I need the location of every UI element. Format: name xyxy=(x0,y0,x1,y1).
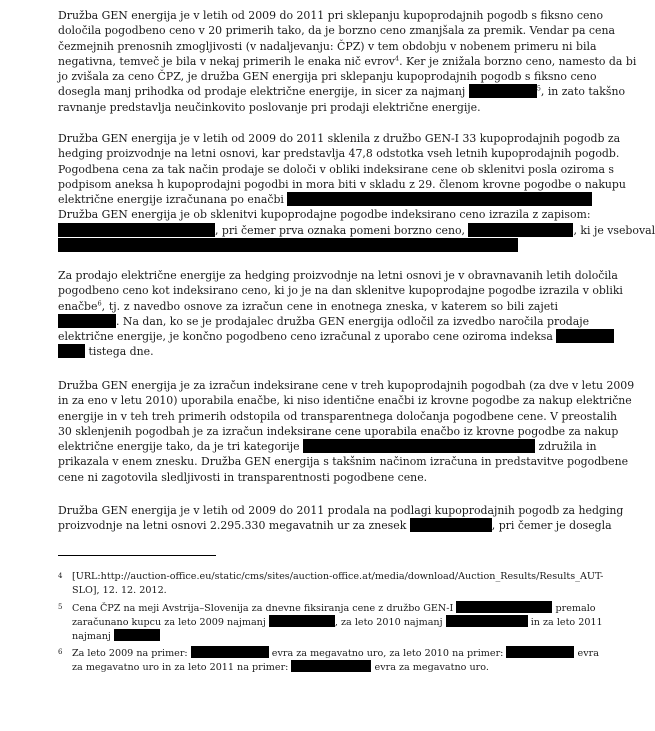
text-line xyxy=(58,344,558,359)
text-line: Družba GEN energija je ob sklenitvi kupoprodajne pogodbe indeksirano ceno izrazila z zapisom: xyxy=(58,208,591,222)
redaction-block xyxy=(556,329,614,343)
text-segment: električne energije izračunana po enačbi xyxy=(58,193,284,207)
text-segment: električne energije, je končno pogodbeno ceno izračunal z uporabo cene oziroma indeksa xyxy=(58,330,553,344)
text-line: cene ni zagotovila sledljivosti in transparentnosti pogodbene cene. xyxy=(58,470,428,484)
text-line: Družba GEN energija je za izračun indeksirane cene v treh kupoprodajnih pogodbah (za dve v letu 2009 xyxy=(58,379,635,392)
text-segment: električne energije tako, da je tri kategorije xyxy=(58,440,300,454)
redaction-block xyxy=(469,84,537,98)
text-line: prikazala v enem znesku. Družba GEN energija s takšnim načinom izračuna in predstavitve pogodbene xyxy=(58,455,629,469)
text-line: določila pogodbeno ceno v 20 primerih tako, da je borzno ceno zmanjšala za premik. Vendar pa cena xyxy=(58,24,615,38)
redaction-block xyxy=(58,314,116,328)
text-line: ravnanje predstavlja neučinkovito poslovanje pri prodaji električne energije. xyxy=(58,100,481,114)
footnote-ref: 4 xyxy=(394,54,400,63)
text-segment: , tj. z navedbo osnove za izračun cene in enotnega zneska, v katerem so bili zajeti xyxy=(101,299,558,313)
text-segment: premalo xyxy=(555,603,596,614)
text-line: Družba GEN energija je v letih od 2009 do 2011 pri sklepanju kupoprodajnih pogodb s fiksno ceno xyxy=(58,9,604,22)
text-line xyxy=(58,314,590,329)
paragraph-sales-volume xyxy=(58,503,624,534)
text-line: podpisom aneksa h kupoprodajni pogodbi in mora biti v skladu z 29. členom krovne pogodbe o nakupu xyxy=(58,177,626,191)
footnote-number: 4 xyxy=(58,572,63,580)
redaction-block xyxy=(269,615,335,627)
text-segment: združila in xyxy=(538,440,597,454)
footnote-line: SLO], 12. 12. 2012. xyxy=(72,584,167,596)
text-segment: negativna, temveč je bila v nekaj primerih le enaka nič evrov xyxy=(58,54,395,68)
text-line: Družba GEN energija je v letih od 2009 do 2011 sklenila z družbo GEN-I 33 kupoprodajnih pogodb za xyxy=(58,132,621,145)
text-line: in za eno v letu 2010) uporabila enačbe, ki niso identične enačbi iz krovne pogodbe za nakup električne xyxy=(58,394,632,408)
text-line: Družba GEN energija je v letih od 2009 do 2011 prodala na podlagi kupoprodajnih pogodb za hedging xyxy=(58,504,624,517)
footnote-number: 6 xyxy=(58,648,63,656)
footnote-separator xyxy=(58,555,216,556)
paragraph-fixed-price xyxy=(58,8,637,115)
text-line: Pogodbena cena za tak način prodaje se določi v obliki indeksirane cene ob sklenitvi posla oziroma s xyxy=(58,162,614,176)
paragraph-formula-deviation xyxy=(58,378,635,485)
footnote-line xyxy=(72,660,558,674)
text-line: jo zvišala za ceno ČPZ, je družba GEN energija pri sklepanju kupoprodajnih pogodb s fiksno ceno xyxy=(58,70,597,84)
footnote-ref: 5 xyxy=(536,84,541,93)
redaction-block xyxy=(410,518,492,532)
redaction-block xyxy=(446,615,528,627)
footnote-number: 5 xyxy=(58,603,63,611)
redaction-block xyxy=(287,192,592,206)
footnote-line xyxy=(72,601,596,615)
footnote-line xyxy=(72,646,599,660)
text-line xyxy=(58,439,597,454)
text-segment: enačbe xyxy=(58,299,98,313)
text-line: 30 sklenjenih pogodbah je za izračun indeksirane cene uporabila enačbo iz krovne pogodbe za nakup xyxy=(58,424,619,438)
text-line xyxy=(58,192,558,207)
redaction-block xyxy=(456,601,552,613)
redaction-block xyxy=(58,344,85,358)
text-segment: . Ker je znižala borzno ceno, namesto da bi xyxy=(399,54,637,68)
text-line: hedging proizvodnje na letni osnovi, kar predstavlja 47,8 odstotka vseh letnih kupoprodajnih pogodb. xyxy=(58,147,620,161)
text-line: čezmejnih prenosnih zmogljivosti (v nadaljevanju: ČPZ) v tem obdobju v nobenem primeru ni bila xyxy=(58,39,597,53)
redaction-block xyxy=(303,439,535,453)
footnote-5 xyxy=(58,601,603,643)
redaction-block xyxy=(58,223,215,237)
text-line xyxy=(58,238,558,253)
footnote-4 xyxy=(58,570,604,598)
text-line xyxy=(58,54,637,69)
footnote-line xyxy=(72,615,603,629)
text-segment: , in zato takšno xyxy=(540,85,626,99)
redaction-block xyxy=(191,646,269,658)
text-line xyxy=(58,329,558,344)
text-segment: za megavatno uro in za leto 2011 na primer: xyxy=(72,661,289,673)
text-segment: najmanj xyxy=(72,630,111,642)
text-segment: , pri čemer je dosegla xyxy=(491,519,612,533)
text-segment: Cena ČPZ na meji Avstrija–Slovenija za dnevne fiksiranja cene z družbo GEN-I xyxy=(72,603,454,614)
text-line: Za prodajo električne energije za hedging proizvodnje na letni osnovi je v obravnavanih letih določila xyxy=(58,269,618,282)
text-segment: proizvodnje na letni osnovi 2.295.330 megavatnih ur za znesek xyxy=(58,519,407,533)
text-segment: in za leto 2011 xyxy=(530,616,603,628)
footnote-line xyxy=(72,629,558,643)
text-segment: evra xyxy=(577,648,599,659)
text-segment: zaračunano kupcu za leto 2009 najmanj xyxy=(72,616,266,628)
paragraph-indexed-price xyxy=(58,268,623,360)
text-segment: tistega dne. xyxy=(88,345,154,359)
text-line: pogodbeno ceno kot indeksirano ceno, ki jo je na dan sklenitve kupoprodajne pogodbe izrazila v obliki xyxy=(58,284,623,298)
text-line xyxy=(58,223,655,238)
text-line xyxy=(58,299,558,314)
text-segment: . Na dan, ko se je prodajalec družba GEN energija odločil za izvedbo naročila prodaje xyxy=(116,314,590,328)
text-line xyxy=(58,518,612,533)
text-segment: , pri čemer prva oznaka pomeni borzno ceno, xyxy=(215,223,466,237)
text-line: energije in v teh treh primerih odstopila od transparentnega določanja pogodbene cene. V preostalih xyxy=(58,409,618,423)
redaction-block xyxy=(506,646,574,658)
redaction-block xyxy=(468,223,573,237)
redaction-block xyxy=(58,238,518,252)
redaction-block xyxy=(114,629,160,641)
text-segment: , za leto 2010 najmanj xyxy=(334,616,443,628)
footnote-6 xyxy=(58,646,599,676)
redaction-block xyxy=(291,660,371,672)
text-segment: dosegla manj prihodka od prodaje električne energije, in sicer za najmanj xyxy=(58,85,466,99)
text-segment: , ki je vseboval xyxy=(573,223,655,237)
footnote-line: [URL:http://auction-office.eu/static/cms/sites/auction-office.at/media/download/Auction_Results/Results_AUT- xyxy=(72,571,604,582)
footnote-ref: 6 xyxy=(97,298,102,307)
text-segment: evra za megavatno uro. xyxy=(374,661,489,673)
paragraph-hedging-contracts xyxy=(58,131,655,253)
text-segment: evra za megavatno uro, za leto 2010 na primer: xyxy=(271,648,504,659)
text-line xyxy=(58,84,626,99)
text-segment: Za leto 2009 na primer: xyxy=(72,648,188,659)
